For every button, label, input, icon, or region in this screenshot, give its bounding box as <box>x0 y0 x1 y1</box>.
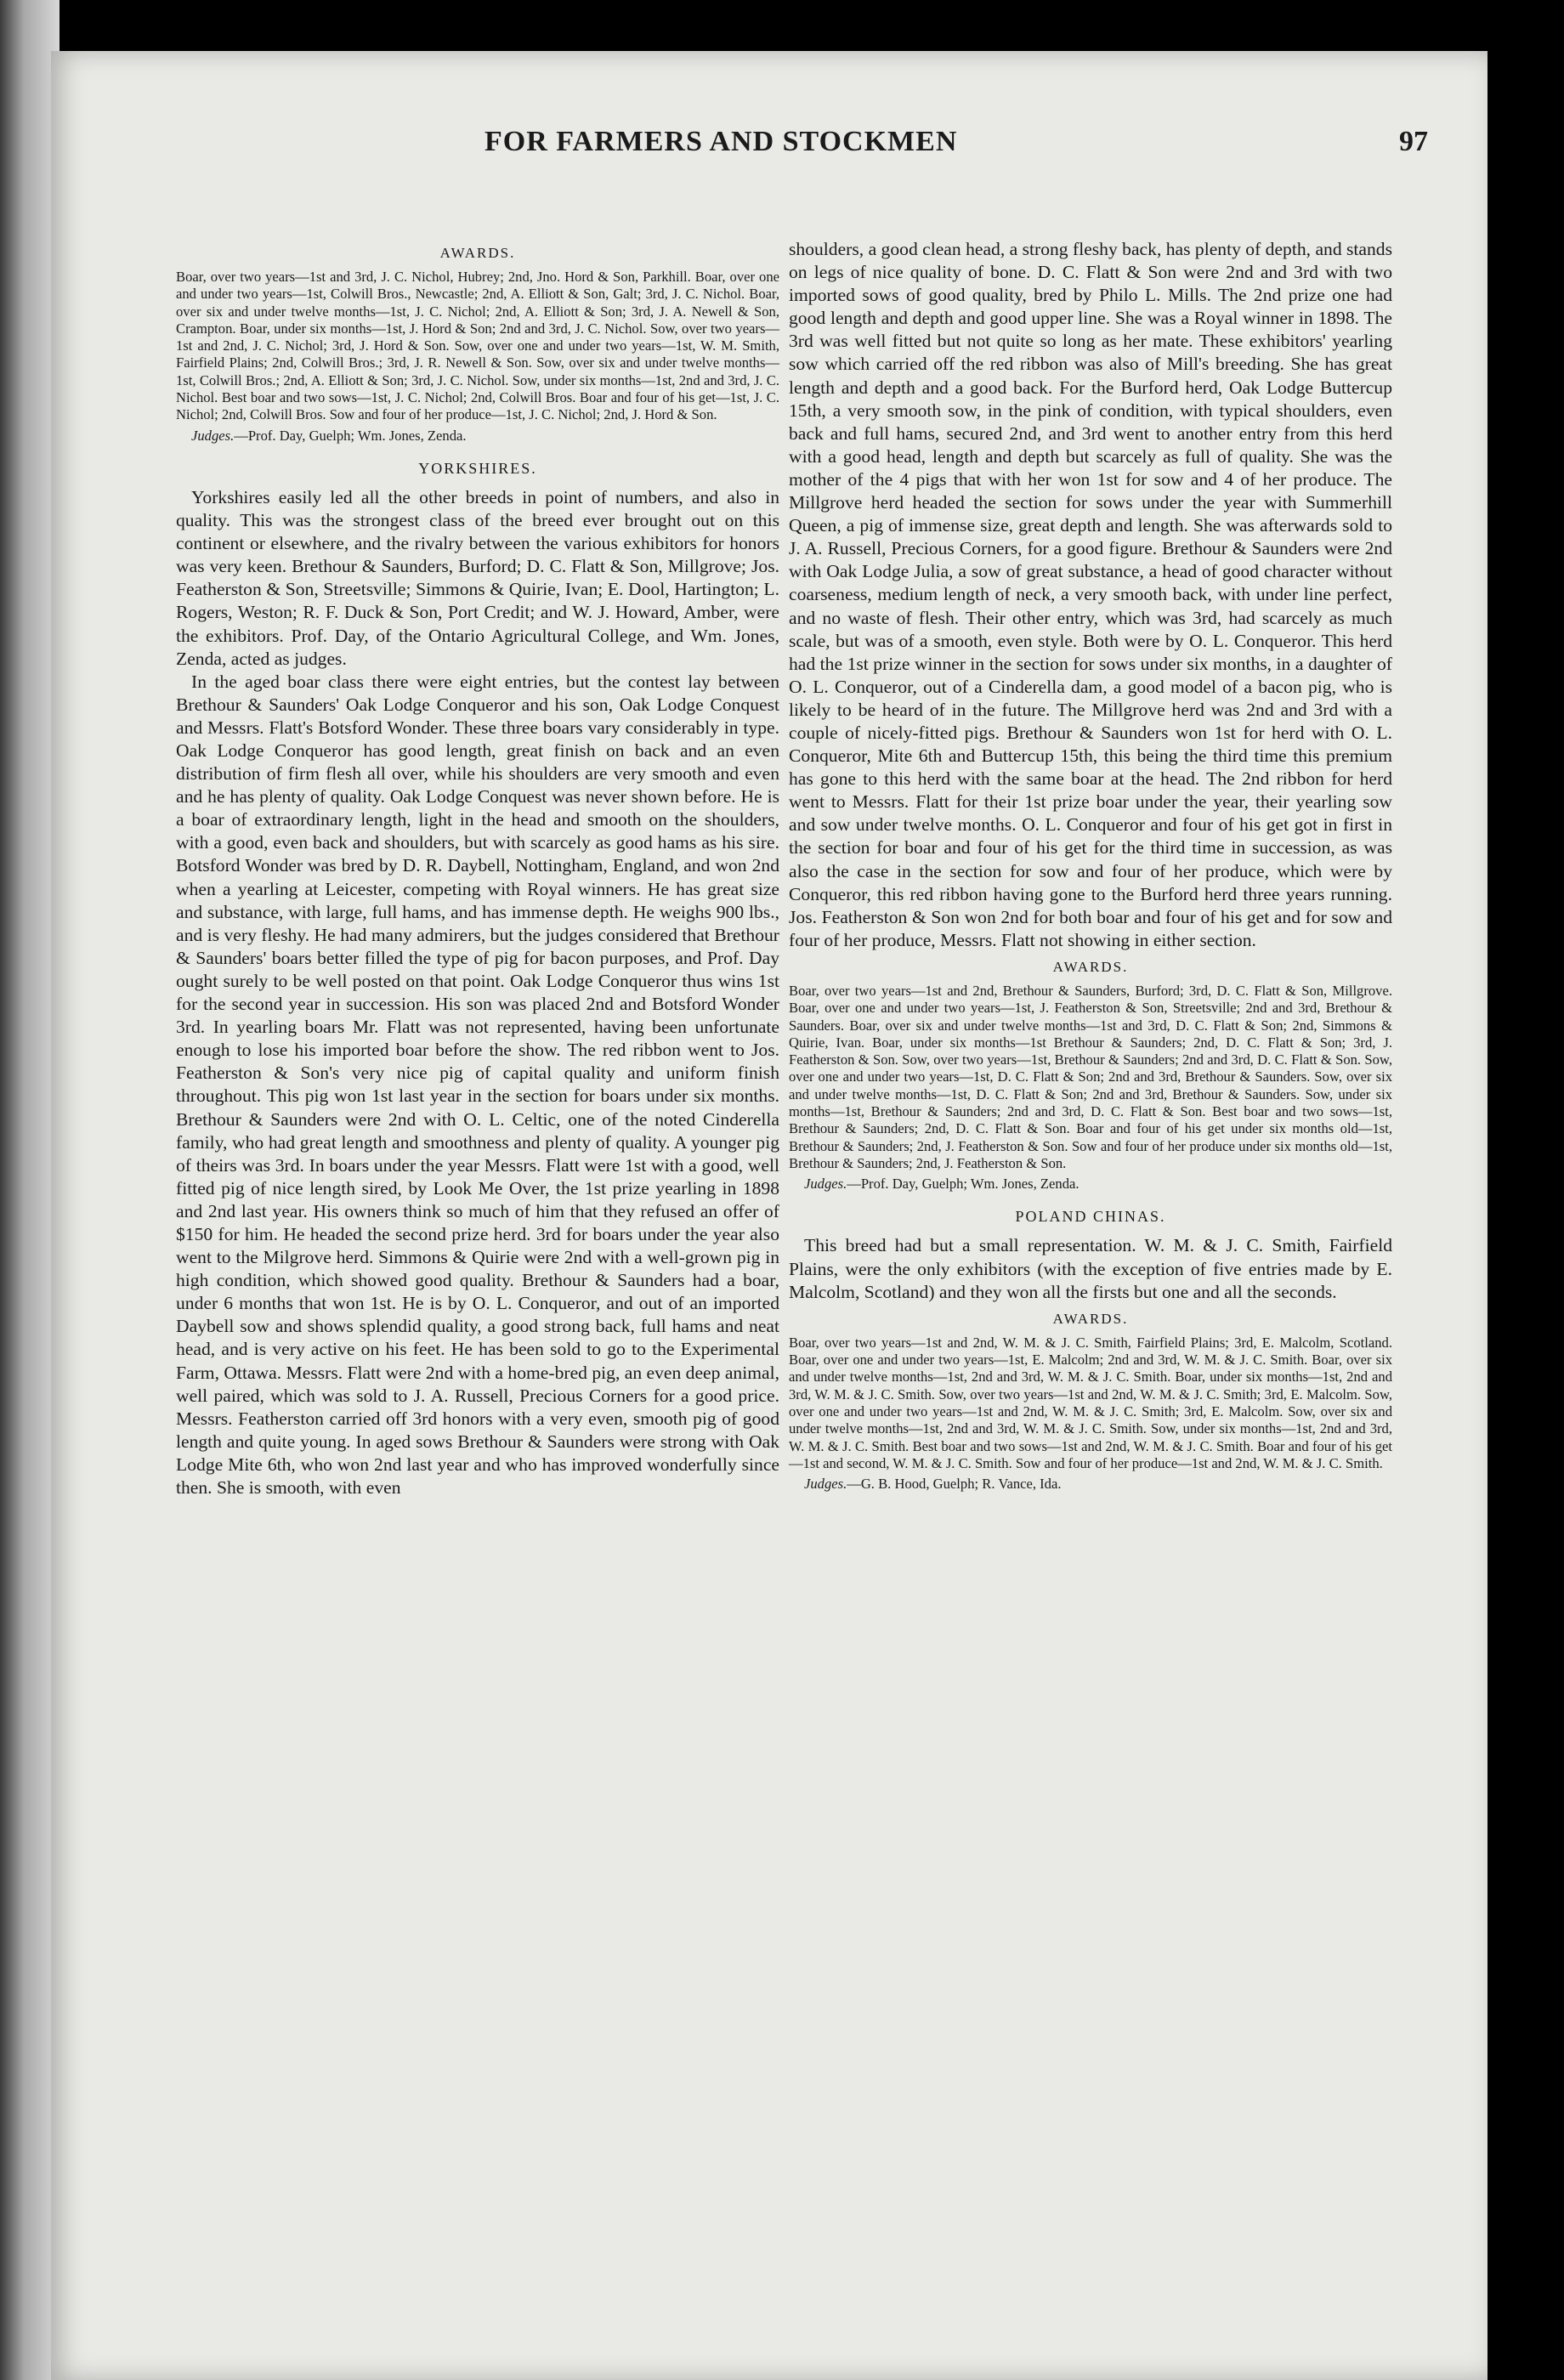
paragraph: This breed had but a small representation. W. M. & J. C. Smith, Fairfield Plains, were the only exhibitors (with the exception of five entries made by E. Malcolm, Scotland) and they won all the firsts but one and all the seconds. <box>789 1235 1392 1302</box>
paragraph: In the aged boar class there were eight entries, but the contest lay between Brethour & Saunders' Oak Lodge Conqueror and his son, Oak Lodge Conquest and Messrs. Flatt's Botsford Wonder. These three boars vary considerably in type. Oak Lodge Conqueror has good length, great finish on back and an even distribution of firm flesh all over, while his shoulders are very smooth and even and he has plenty of quality. Oak Lodge Conquest was never shown before. He is a boar of extraordinary length, light in the head and smooth on the shoulders, with a good, even back and shoulders, but with scarcely as good hams as his sire. Botsford Wonder was bred by D. R. Daybell, Nottingham, England, and won 2nd when a yearling at Leicester, competing with Royal winners. He has great size and substance, with large, full hams, and has immense depth. He weighs 900 lbs., and is very fleshy. He had many admirers, but the judges considered that Brethour & Saunders' boars better filled the type of pig for bacon purposes, and Prof. Day ought surely to be well posted on that point. Oak Lodge Conqueror thus wins 1st for the second year in succession. His son was placed 2nd and Botsford Wonder 3rd. In yearling boars Mr. Flatt was not represented, having been unfortunate enough to lose his imported boar before the show. The red ribbon went to Jos. Featherston & Son's very nice pig of capital quality and uniform finish throughout. This pig won 1st last year in the section for boars under six months. Brethour & Saunders were 2nd with O. L. Celtic, one of the noted Cinderella family, who had great length and smoothness and plenty of quality. A younger pig of theirs was 3rd. In boars under the year Messrs. Flatt were 1st with a good, well fitted pig of nice length sired, by Look Me Over, the 1st prize yearling in 1898 and 2nd last year. His owners think so much of him that they refused an offer of $150 for him. He headed the second prize herd. 3rd for boars under the year also went to the Milgrove herd. Simmons & Quirie were 2nd with a well-grown pig in high condition, which showed good quality. Brethour & Saunders had a boar, under 6 months that won 1st. He is by O. L. Conqueror, and out of an imported Daybell sow and shows splendid quality, a good strong back, full hams and neat head, and is very active on his feet. He has been sold to go to the Experimental Farm, Ottawa. Messrs. Flatt were 2nd with a home-bred pig, an even deep animal, well paired, which was sold to J. A. Russell, Precious Corners for a good price. Messrs. Featherston carried off 3rd honors with a very even, smooth pig of good length and quite young. In aged sows Brethour & Saunders were strong with Oak Lodge Mite 6th, who won 2nd last year and who has improved wonderfully since then. She is smooth, with even <box>176 671 779 1498</box>
paragraph: shoulders, a good clean head, a strong fleshy back, has plenty of depth, and stands on legs of nice quality of bone. D. C. Flatt & Son were 2nd and 3rd with two imported sows of good quality, bred by Philo L. Mills. The 2nd prize one had good length and depth and good upper line. She was a Royal winner in 1898. The 3rd was well fitted but not quite so long as her mate. These exhibitors' yearling sow which carried off the red ribbon was also of Mill's breeding. She has great length and depth and a good back. For the Burford herd, Oak Lodge Buttercup 15th, a very smooth sow, in the pink of condition, with typical shoulders, even back and full hams, secured 2nd, and 3rd went to another entry from this herd with a good head, length and depth but scarcely as full of quality. She was the mother of the 4 pigs that with her won 1st for sow and 4 of her produce. The Millgrove herd headed the section for sows under the year with Summerhill Queen, a pig of immense size, great depth and length. She was afterwards sold to J. A. Russell, Precious Corners, for a good figure. Brethour & Saunders were 2nd with Oak Lodge Julia, a sow of great substance, a head of good character without coarseness, medium length of neck, a very smooth back, with under line perfect, and no waste of flesh. Their other entry, which was 3rd, had scarcely as much scale, but was of a smooth, even style. Both were by O. L. Conqueror. This herd had the 1st prize winner in the section for sows under six months, in a daughter of O. L. Conqueror, out of a Cinderella dam, a good model of a bacon pig, who is likely to be heard of in the future. The Millgrove herd was 2nd and 3rd with a couple of nicely-fitted pigs. Brethour & Saunders won 1st for herd with O. L. Conqueror, Mite 6th and Buttercup 15th, this being the third time this premium has gone to this herd with the same boar at the head. The 2nd ribbon for herd went to Messrs. Flatt for their 1st prize boar under the year, their yearling sow and sow under twelve months. O. L. Conqueror and four of his get got in first in the section for boar and four of his get for the third time in succession, as was also the case in the section for sow and four of her produce, which were by Conqueror, this red ribbon having gone to the Burford herd three years running. Jos. Featherston & Son won 2nd for both boar and four of his get and for sow and four of her produce, Messrs. Flatt not showing in either section. <box>789 239 1393 950</box>
judges-line <box>176 428 779 445</box>
running-head: FOR FARMERS AND STOCKMEN <box>484 126 958 157</box>
page-number: 97 <box>1399 126 1428 157</box>
awards-list: Boar, over two years—1st and 2nd, W. M. & J. C. Smith, Fairfield Plains; 3rd, E. Malcolm, Scotland. Boar, over one and under two years—1st, E. Malcolm; 2nd and 3rd, W. M. & J. C. Smith. Boar, over six and under twelve months—1st, 2nd and 3rd, W. M. & J. C. Smith. Boar, under six months—1st, 2nd and 3rd, W. M. & J. C. Smith. Sow, over two years—1st and 2nd, W. M. & J. C. Smith; 3rd, E. Malcolm. Sow, over one and under two years—1st and 2nd, W. M. & J. C. Smith; 3rd, E. Malcolm. Sow, over six and under twelve months—1st, 2nd and 3rd, W. M. & J. C. Smith. Sow, under six months—1st, 2nd and 3rd, W. M. & J. C. Smith. Best boar and two sows—1st and 2nd, W. M. & J. C. Smith. Boar and four of his get—1st and second, W. M. & J. C. Smith. Sow and four of her produce—1st and 2nd, W. M. & J. C. Smith. <box>789 1334 1392 1471</box>
left-column <box>176 238 779 1499</box>
judges-names: —G. B. Hood, Guelph; R. Vance, Ida. <box>847 1476 1062 1493</box>
judges-names: —Prof. Day, Guelph; Wm. Jones, Zenda. <box>234 427 467 444</box>
awards-heading: AWARDS. <box>1052 1310 1129 1327</box>
right-column <box>789 238 1392 1493</box>
paragraph: Yorkshires easily led all the other breeds in point of numbers, and also in quality. This was the strongest class of the breed ever brought out on this continent or elsewhere, and the rivalry between the various exhibitors for honors was very keen. Brethour & Saunders, Burford; D. C. Flatt & Son, Millgrove; Jos. Featherston & Son, Streetsville; Simmons & Quirie, Ivan; E. Dool, Hartington; L. Rogers, Weston; R. F. Duck & Son, Port Credit; and W. J. Howard, Amber, were the exhibitors. Prof. Day, of the Ontario Agricultural College, and Wm. Jones, Zenda, acted as judges. <box>176 486 779 669</box>
judges-line <box>789 1476 1392 1493</box>
section-heading-poland-chinas: POLAND CHINAS. <box>1015 1208 1166 1226</box>
section-heading-yorkshires: YORKSHIRES. <box>418 459 537 477</box>
judges-label: Judges. <box>804 1476 847 1493</box>
judges-label: Judges. <box>191 427 235 444</box>
judges-line <box>789 1176 1392 1193</box>
awards-heading: AWARDS. <box>1052 958 1129 975</box>
awards-list: Boar, over two years—1st and 3rd, J. C. Nichol, Hubrey; 2nd, Jno. Hord & Son, Parkhill. Boar, over one and under two years—1st, Colwill Bros., Newcastle; 2nd, A. Elliott & Son, Galt; 3rd, J. C. Nichol. Boar, over six and under twelve months—1st, J. C. Nichol; 2nd, A. Elliott & Son; 3rd, J. A. Newell & Son, Crampton. Boar, under six months—1st, J. Hord & Son; 2nd and 3rd, J. C. Nichol. Sow, over two years—1st and 2nd, J. C. Nichol; 3rd, J. Hord & Son. Sow, over one and under two years—1st, W. M. Smith, Fairfield Plains; 2nd, Colwill Bros.; 3rd, J. R. Newell & Son. Sow, over six and under twelve months—1st, Colwill Bros.; 2nd, A. Elliott & Son; 3rd, J. C. Nichol. Sow, under six months—1st, 2nd and 3rd, J. C. Nichol. Best boar and two sows—1st, J. C. Nichol; 2nd, Colwill Bros. Boar and four of his get—1st, J. C. Nichol; 2nd, Colwill Bros. Sow and four of her produce—1st, J. C. Nichol; 2nd, J. Hord & Son. <box>176 269 779 423</box>
page-header <box>144 126 1428 177</box>
judges-label: Judges. <box>804 1176 847 1193</box>
awards-list: Boar, over two years—1st and 2nd, Brethour & Saunders, Burford; 3rd, D. C. Flatt & Son, Millgrove. Boar, over one and under two years—1st, J. Featherston & Son, Streetsville; 2nd and 3rd, Brethour & Saunders. Boar, over six and under twelve months—1st and 3rd, D. C. Flatt & Son; 2nd, Simmons & Quirie, Ivan. Boar, under six months—1st Brethour & Saunders; 2nd, D. C. Flatt & Son; 3rd, J. Featherston & Son. Sow, over two years—1st, Brethour & Saunders; 2nd and 3rd, D. C. Flatt & Son. Sow, over one and under two years—1st, D. C. Flatt & Son; 2nd and 3rd, Brethour & Saunders. Sow, over six and under twelve months—1st, D. C. Flatt & Son; 2nd and 3rd, Brethour & Saunders. Sow, under six months—1st, Brethour & Saunders; 2nd and 3rd, D. C. Flatt & Son. Best boar and two sows—1st, Brethour & Saunders; 2nd, D. C. Flatt & Son. Boar and four of his get under six months old—1st, Brethour & Saunders; 2nd, J. Featherston & Son. Sow and four of her produce under six months old—1st, Brethour & Saunders; 2nd, J. Featherston & Son. <box>789 982 1392 1171</box>
awards-heading: AWARDS. <box>439 245 516 261</box>
judges-names: —Prof. Day, Guelph; Wm. Jones, Zenda. <box>847 1176 1080 1193</box>
